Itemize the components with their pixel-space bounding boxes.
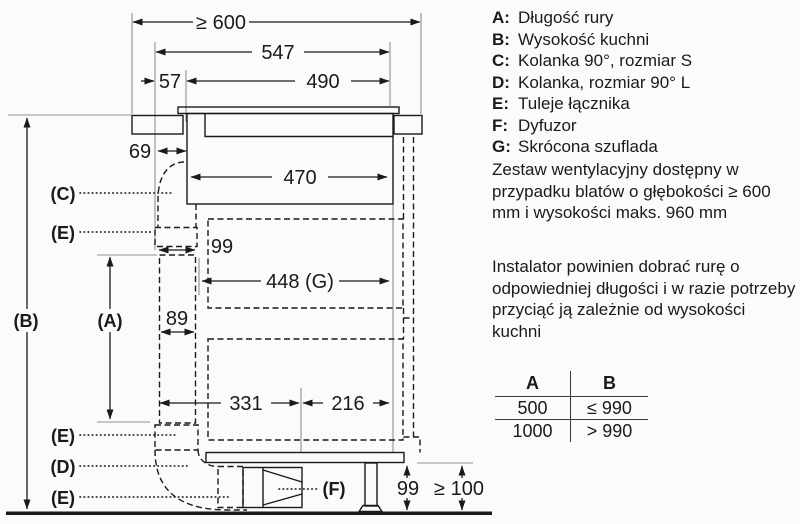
duct-pipe bbox=[160, 255, 196, 423]
diffuser-nozzle bbox=[263, 470, 302, 482]
note-installer-instruction: Instalator powinien dobrać rurę o odpowiedniej długości i w razie potrzeby przyciąć ją zależnie od wysokości kuchni bbox=[492, 257, 796, 341]
legend bbox=[492, 7, 798, 158]
cabinet-leg bbox=[365, 463, 377, 506]
legend-label: Tuleje łącznika bbox=[518, 94, 630, 113]
label-B: (B) bbox=[13, 311, 39, 331]
connector-sleeve-top bbox=[155, 228, 197, 247]
legend-key: F: bbox=[492, 115, 509, 135]
legend-label: Dyfuzor bbox=[518, 115, 577, 135]
table-header-A: A bbox=[526, 373, 539, 393]
legend-key: C: bbox=[492, 51, 510, 70]
dim-99-bottom bbox=[393, 466, 423, 510]
dim-216-value: 216 bbox=[331, 393, 365, 415]
pipe-length-table bbox=[495, 371, 648, 442]
legend-label: Kolanka, rozmiar 90° L bbox=[518, 72, 691, 92]
table-row bbox=[495, 397, 648, 420]
legend-item bbox=[492, 29, 798, 51]
dim-470 bbox=[191, 167, 387, 189]
part-labels bbox=[51, 184, 346, 508]
legend-item bbox=[492, 136, 798, 158]
legend-label: Kolanka 90°, rozmiar S bbox=[518, 51, 693, 70]
dim-216 bbox=[303, 393, 389, 415]
legend-item bbox=[492, 7, 798, 29]
label-F: (F) bbox=[322, 479, 346, 499]
dim-B-kitchen-height bbox=[8, 118, 45, 509]
label-E-1: (E) bbox=[51, 223, 75, 243]
dim-57 bbox=[141, 71, 181, 93]
legend-key: A: bbox=[492, 8, 510, 27]
connector-sleeve-mid bbox=[155, 425, 198, 450]
legend-key: B: bbox=[492, 29, 510, 49]
dim-worktop-depth bbox=[133, 12, 420, 34]
legend-item bbox=[492, 115, 798, 137]
dim-89 bbox=[161, 308, 194, 332]
hob-body bbox=[187, 114, 393, 205]
table-header-row bbox=[495, 371, 648, 397]
dim-99-top-value: 99 bbox=[210, 236, 234, 258]
table-cell: > 990 bbox=[570, 420, 648, 442]
diffuser bbox=[243, 468, 302, 508]
legend-key: E: bbox=[492, 94, 509, 113]
legend-label: Skrócona szuflada bbox=[518, 137, 658, 156]
dim-470-value: 470 bbox=[283, 167, 317, 189]
shortened-drawer-outline bbox=[208, 219, 403, 308]
connector-sleeve-bottom bbox=[218, 467, 243, 508]
table-header-B: B bbox=[570, 371, 648, 396]
dim-floor-clearance bbox=[431, 466, 488, 510]
legend-item bbox=[492, 72, 798, 94]
legend-item bbox=[492, 93, 798, 115]
lower-cabinet-outline bbox=[208, 339, 403, 440]
dim-490 bbox=[187, 71, 389, 93]
legend-key: D: bbox=[492, 72, 510, 92]
elbow-top-outline bbox=[158, 162, 184, 227]
dim-69-value: 69 bbox=[128, 141, 152, 163]
worktop-left-section bbox=[132, 116, 183, 135]
cabinet-bottom-panel bbox=[206, 453, 404, 463]
label-C: (C) bbox=[50, 184, 76, 204]
worktop-right-section bbox=[394, 116, 422, 135]
legend-label: Długość rury bbox=[518, 8, 614, 27]
legend-label: Wysokość kuchni bbox=[518, 29, 650, 49]
table-row bbox=[495, 420, 648, 442]
dim-89-value: 89 bbox=[165, 308, 189, 330]
dim-331 bbox=[160, 393, 299, 415]
dim-A-pipe-length bbox=[92, 257, 128, 419]
diffuser-nozzle bbox=[263, 494, 302, 505]
dim-57-value: 57 bbox=[158, 71, 182, 93]
dim-448-G-value: 448 (G) bbox=[266, 271, 334, 293]
plinth-outline bbox=[404, 437, 421, 453]
hidden-geometry bbox=[155, 137, 420, 510]
floor-line bbox=[6, 512, 492, 516]
label-E-2: (E) bbox=[51, 426, 75, 446]
dim-490-value: 490 bbox=[306, 71, 340, 93]
label-A: (A) bbox=[97, 311, 123, 331]
legend-item bbox=[492, 50, 798, 72]
worktop-and-hob bbox=[132, 107, 422, 204]
dim-448-G bbox=[202, 271, 389, 293]
dim-worktop-depth-value: ≥ 600 bbox=[196, 12, 246, 34]
table-cell: ≤ 990 bbox=[570, 397, 648, 419]
cooktop-plate bbox=[178, 107, 399, 114]
table-cell: 500 bbox=[517, 398, 548, 418]
legend-key: G: bbox=[492, 137, 511, 156]
dim-69 bbox=[129, 141, 186, 163]
dim-floor-clearance-value: ≥ 100 bbox=[434, 478, 484, 500]
label-D: (D) bbox=[50, 457, 76, 477]
dim-547 bbox=[156, 42, 389, 64]
hob-body-step bbox=[205, 114, 393, 137]
dim-99-bottom-value: 99 bbox=[396, 478, 420, 500]
table-cell: 1000 bbox=[512, 421, 553, 441]
note-worktop-requirements: Zestaw wentylacyjny dostępny w przypadku blatów o głębokości ≥ 600 mm i wysokości maks. 960 mm bbox=[492, 160, 771, 222]
dim-547-value: 547 bbox=[261, 42, 295, 64]
dim-331-value: 331 bbox=[229, 393, 263, 415]
label-E-3: (E) bbox=[51, 488, 75, 508]
